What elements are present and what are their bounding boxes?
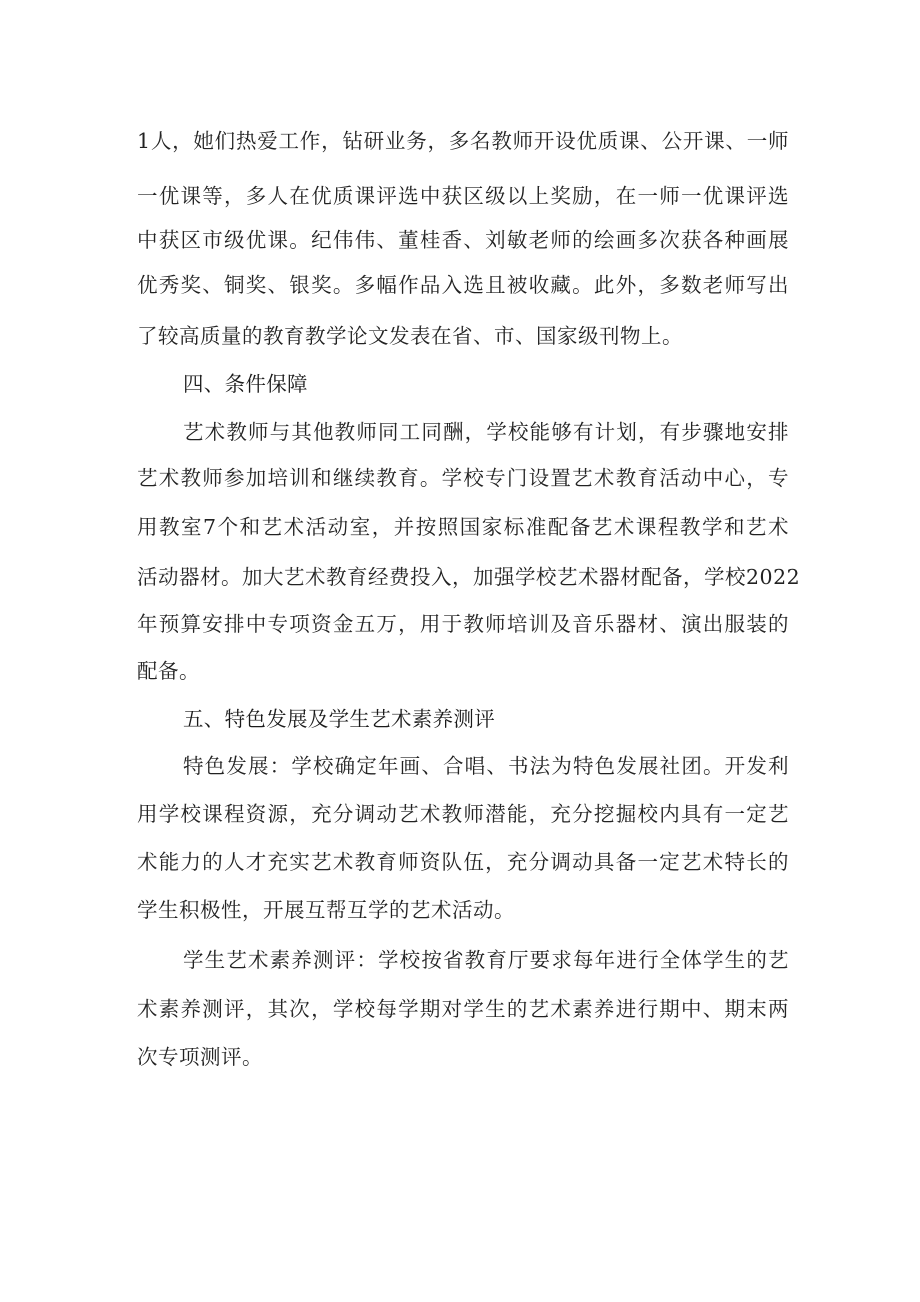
paragraph-line: 艺术教师与其他教师同工同酬，学校能够有计划，有步骤地安排	[183, 420, 789, 444]
paragraph-line: 一优课等，多人在优质课评选中获区级以上奖励，在一师一优课评选	[137, 184, 789, 208]
section-heading: 五、特色发展及学生艺术素养测评	[183, 707, 495, 731]
paragraph-line: 次专项测评。	[137, 1045, 263, 1069]
paragraph-line: 术能力的人才充实艺术教育师资队伍，充分调动具备一定艺术特长的	[137, 850, 789, 874]
paragraph-line: 了较高质量的教育教学论文发表在省、市、国家级刊物上。	[137, 324, 683, 348]
paragraph-line: 特色发展：学校确定年画、合唱、书法为特色发展社团。开发利	[183, 754, 789, 778]
paragraph-line: 年预算安排中专项资金五万，用于教师培训及音乐器材、演出服装的	[137, 612, 789, 636]
paragraph-line: 配备。	[137, 659, 200, 683]
paragraph-line: 艺术教师参加培训和继续教育。学校专门设置艺术教育活动中心，专	[137, 466, 789, 490]
paragraph-line: 中获区市级优课。纪伟伟、董桂香、刘敏老师的绘画多次获各种画展	[137, 228, 789, 252]
paragraph-line: 优秀奖、铜奖、银奖。多幅作品入选且被收藏。此外，多数老师写出	[137, 273, 789, 297]
paragraph-line: 学生积极性，开展互帮互学的艺术活动。	[137, 898, 515, 922]
paragraph-line: 活动器材。加大艺术教育经费投入，加强学校艺术器材配备，学校2022	[137, 565, 801, 589]
paragraph-line: 用学校课程资源，充分调动艺术教师潜能，充分挖掘校内具有一定艺	[137, 802, 789, 826]
paragraph-line: 用教室7个和艺术活动室，并按照国家标准配备艺术课程教学和艺术	[137, 515, 789, 539]
paragraph-line: 学生艺术素养测评：学校按省教育厅要求每年进行全体学生的艺	[183, 948, 789, 972]
paragraph-line: 术素养测评，其次，学校每学期对学生的艺术素养进行期中、期末两	[137, 997, 789, 1021]
paragraph-line: 1人，她们热爱工作，钻研业务，多名教师开设优质课、公开课、一师	[137, 129, 789, 153]
section-heading: 四、条件保障	[183, 372, 308, 396]
